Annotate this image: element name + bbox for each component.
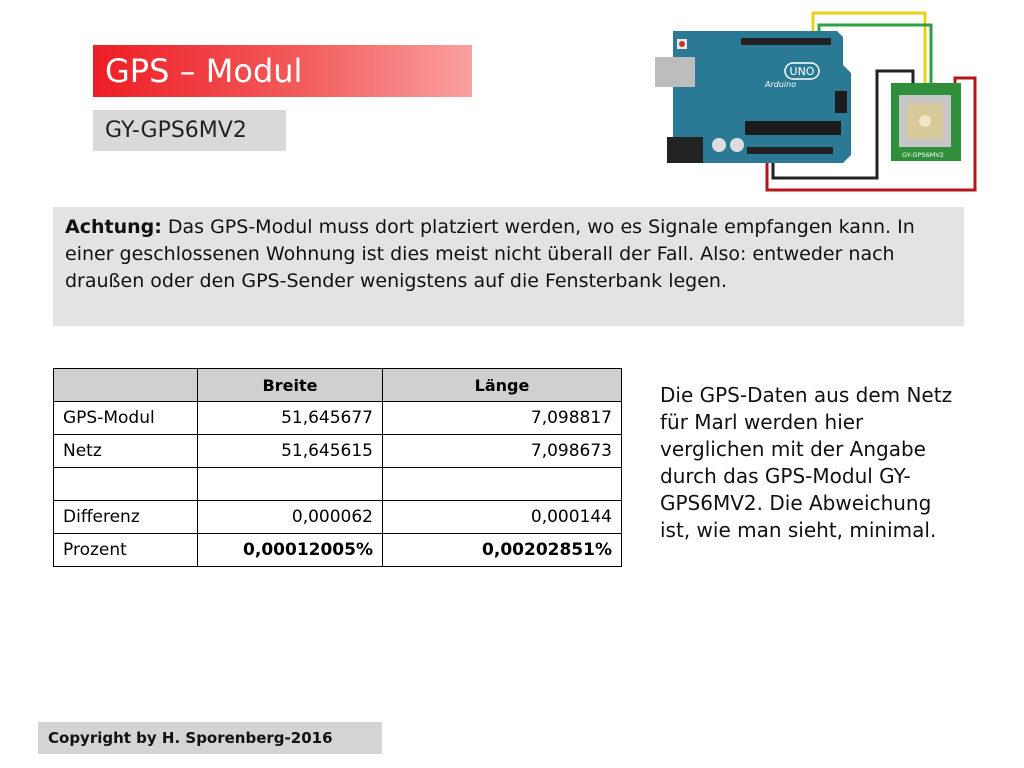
row-label: Prozent	[54, 534, 198, 567]
row-label: Differenz	[54, 501, 198, 534]
slide-title: GPS – Modul	[93, 45, 472, 97]
cell-laenge: 7,098817	[383, 402, 622, 435]
table-row	[54, 534, 622, 567]
cell-laenge: 0,00202851%	[383, 534, 622, 567]
table-row	[54, 501, 622, 534]
cell-laenge: 7,098673	[383, 435, 622, 468]
cell-laenge	[383, 468, 622, 501]
warning-note	[53, 207, 964, 326]
table-header: Breite	[198, 369, 383, 402]
table-header: Länge	[383, 369, 622, 402]
board-label: UNO	[789, 65, 815, 78]
board-brand: Arduino	[765, 80, 797, 89]
table-row	[54, 435, 622, 468]
gps-module	[891, 83, 961, 161]
cell-breite: 0,000062	[198, 501, 383, 534]
note-lead: Achtung:	[65, 216, 162, 238]
cell-laenge: 0,000144	[383, 501, 622, 534]
table-header	[54, 369, 198, 402]
arduino-gps-diagram	[655, 5, 985, 195]
table-header-row	[54, 369, 622, 402]
comparison-description: Die GPS-Daten aus dem Netz für Marl werden hier verglichen mit der Angabe durch das GPS-Modul GY-GPS6MV2. Die Abweichung ist, wie man sieht, minimal.	[660, 383, 953, 542]
note-text: Das GPS-Modul muss dort platziert werden, wo es Signale empfangen kann. In einer geschlossenen Wohnung ist dies meist nicht überall der Fall. Also: entweder nach draußen oder den GPS-Sender wenigstens auf die Fensterbank legen.	[65, 216, 915, 292]
gps-comparison-table	[53, 368, 622, 567]
row-label: Netz	[54, 435, 198, 468]
row-label: GPS-Modul	[54, 402, 198, 435]
table-row	[54, 468, 622, 501]
arduino-board	[655, 31, 851, 163]
cell-breite	[198, 468, 383, 501]
cell-breite: 0,00012005%	[198, 534, 383, 567]
copyright-footer: Copyright by H. Sporenberg-2016	[38, 722, 382, 754]
cell-breite: 51,645677	[198, 402, 383, 435]
cell-breite: 51,645615	[198, 435, 383, 468]
table-row	[54, 402, 622, 435]
slide-subtitle: GY-GPS6MV2	[93, 110, 286, 151]
module-label: GY-GPS6MV2	[902, 151, 944, 159]
row-label	[54, 468, 198, 501]
